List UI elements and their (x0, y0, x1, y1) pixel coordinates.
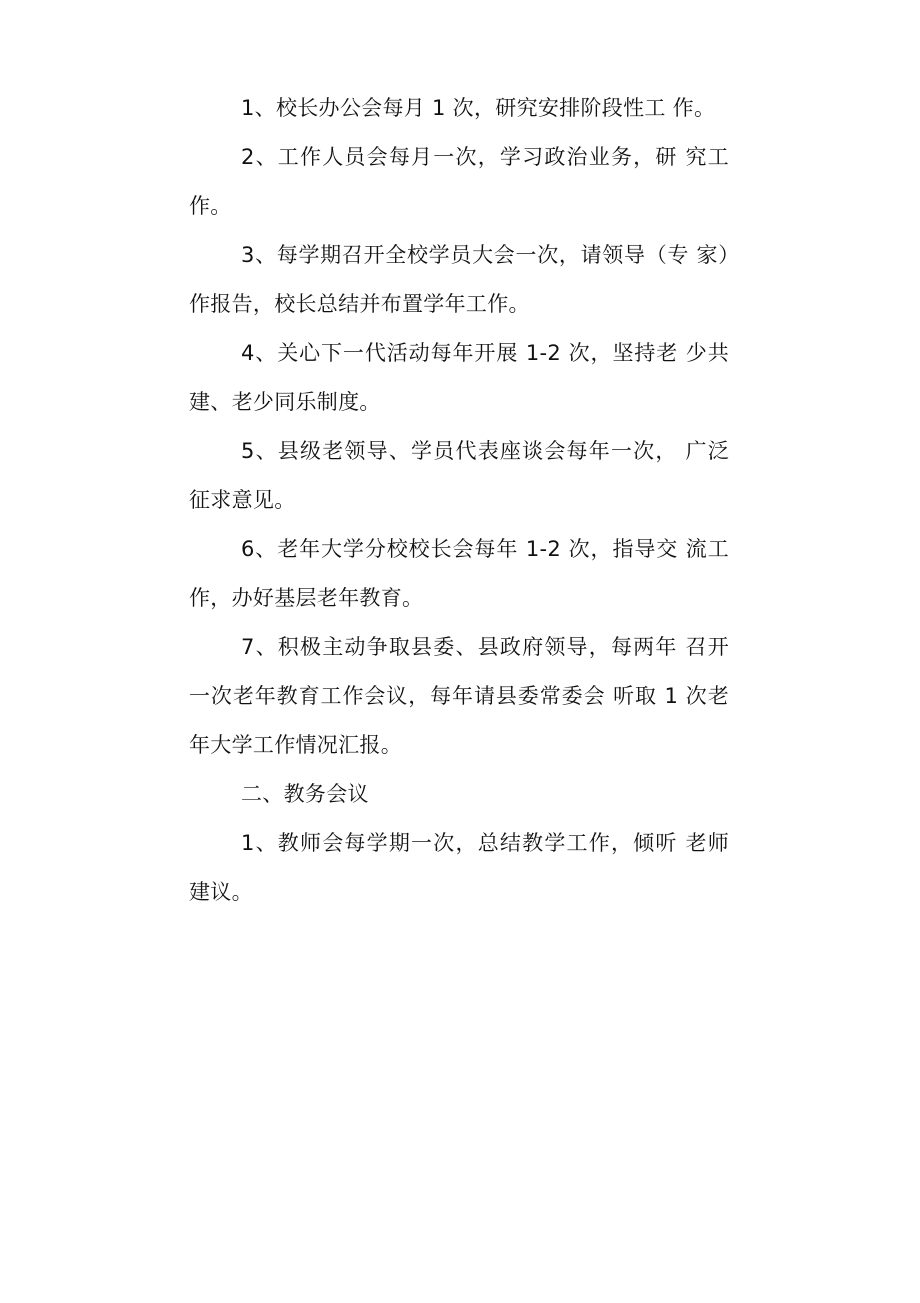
section-heading: 二、教务会议 (241, 782, 369, 806)
paragraph-5: 5、县级老领导、学员代表座谈会每年一次， 广泛征求意见。 (189, 439, 729, 512)
paragraph-4: 4、关心下一代活动每年开展 1-2 次，坚持老 少共建、老少同乐制度。 (189, 341, 729, 414)
paragraph-2: 2、工作人员会每月一次，学习政治业务，研 究工作。 (189, 145, 729, 218)
document-body (189, 84, 729, 917)
paragraph-3: 3、每学期召开全校学员大会一次，请领导（专 家）作报告，校长总结并布置学年工作。 (189, 243, 729, 316)
paragraph-8: 1、教师会每学期一次，总结教学工作，倾听 老师建议。 (189, 831, 729, 904)
paragraph-6: 6、老年大学分校校长会每年 1-2 次，指导交 流工作，办好基层老年教育。 (189, 537, 729, 610)
paragraph-1: 1、校长办公会每月 1 次，研究安排阶段性工 作。 (241, 96, 716, 120)
paragraph-7: 7、积极主动争取县委、县政府领导，每两年 召开一次老年教育工作会议，每年请县委常委会 听取 1 次老年大学工作情况汇报。 (189, 635, 729, 757)
